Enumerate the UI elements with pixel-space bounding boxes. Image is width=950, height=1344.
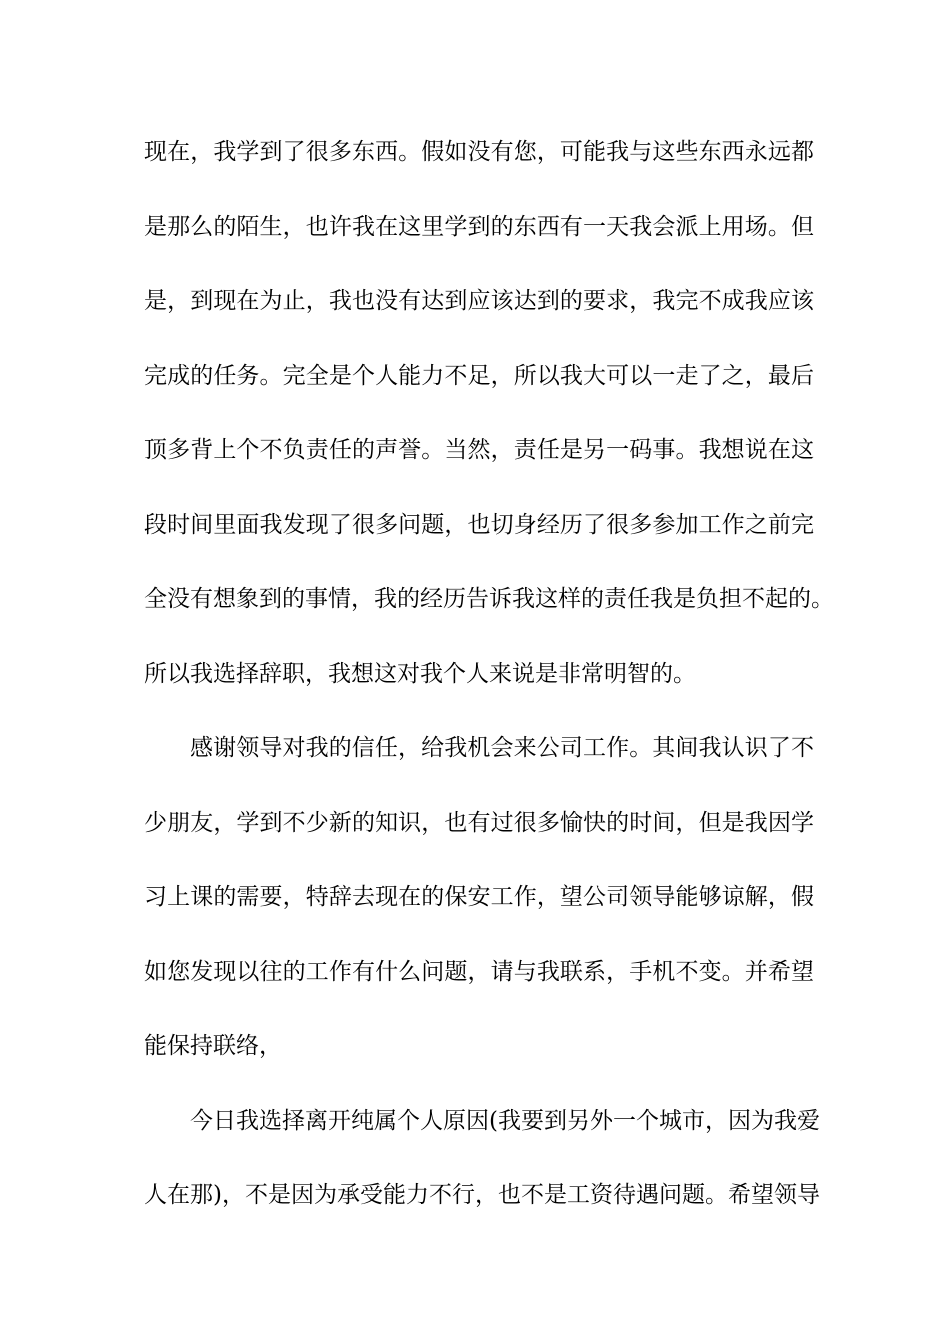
text-line: 所以我选择辞职，我想这对我个人来说是非常明智的。 bbox=[144, 661, 696, 687]
text-line: 顶多背上个不负责任的声誉。当然，责任是另一码事。我想说在这 bbox=[144, 437, 814, 463]
text-line: 现在，我学到了很多东西。假如没有您，可能我与这些东西永远都 bbox=[144, 139, 814, 165]
text-line: 能保持联络， bbox=[144, 1033, 282, 1059]
text-line: 人在那)，不是因为承受能力不行，也不是工资待遇问题。希望领导 bbox=[144, 1182, 820, 1208]
text-line: 如您发现以往的工作有什么问题，请与我联系，手机不变。并希望 bbox=[144, 959, 814, 985]
text-line: 完成的任务。完全是个人能力不足，所以我大可以一走了之，最后 bbox=[144, 363, 814, 389]
text-line: 习上课的需要，特辞去现在的保安工作，望公司领导能够谅解，假 bbox=[144, 884, 814, 910]
text-line: 全没有想象到的事情，我的经历告诉我这样的责任我是负担不起的。 bbox=[144, 586, 834, 612]
text-line: 少朋友，学到不少新的知识，也有过很多愉快的时间，但是我因学 bbox=[144, 810, 814, 836]
text-line: 感谢领导对我的信任，给我机会来公司工作。其间我认识了不 bbox=[190, 735, 814, 761]
text-line: 是，到现在为止，我也没有达到应该达到的要求，我完不成我应该 bbox=[144, 288, 814, 314]
text-line: 今日我选择离开纯属个人原因(我要到另外一个城市，因为我爱 bbox=[190, 1108, 820, 1134]
text-line: 是那么的陌生，也许我在这里学到的东西有一天我会派上用场。但 bbox=[144, 214, 814, 240]
text-line: 段时间里面我发现了很多问题，也切身经历了很多参加工作之前完 bbox=[144, 512, 814, 538]
